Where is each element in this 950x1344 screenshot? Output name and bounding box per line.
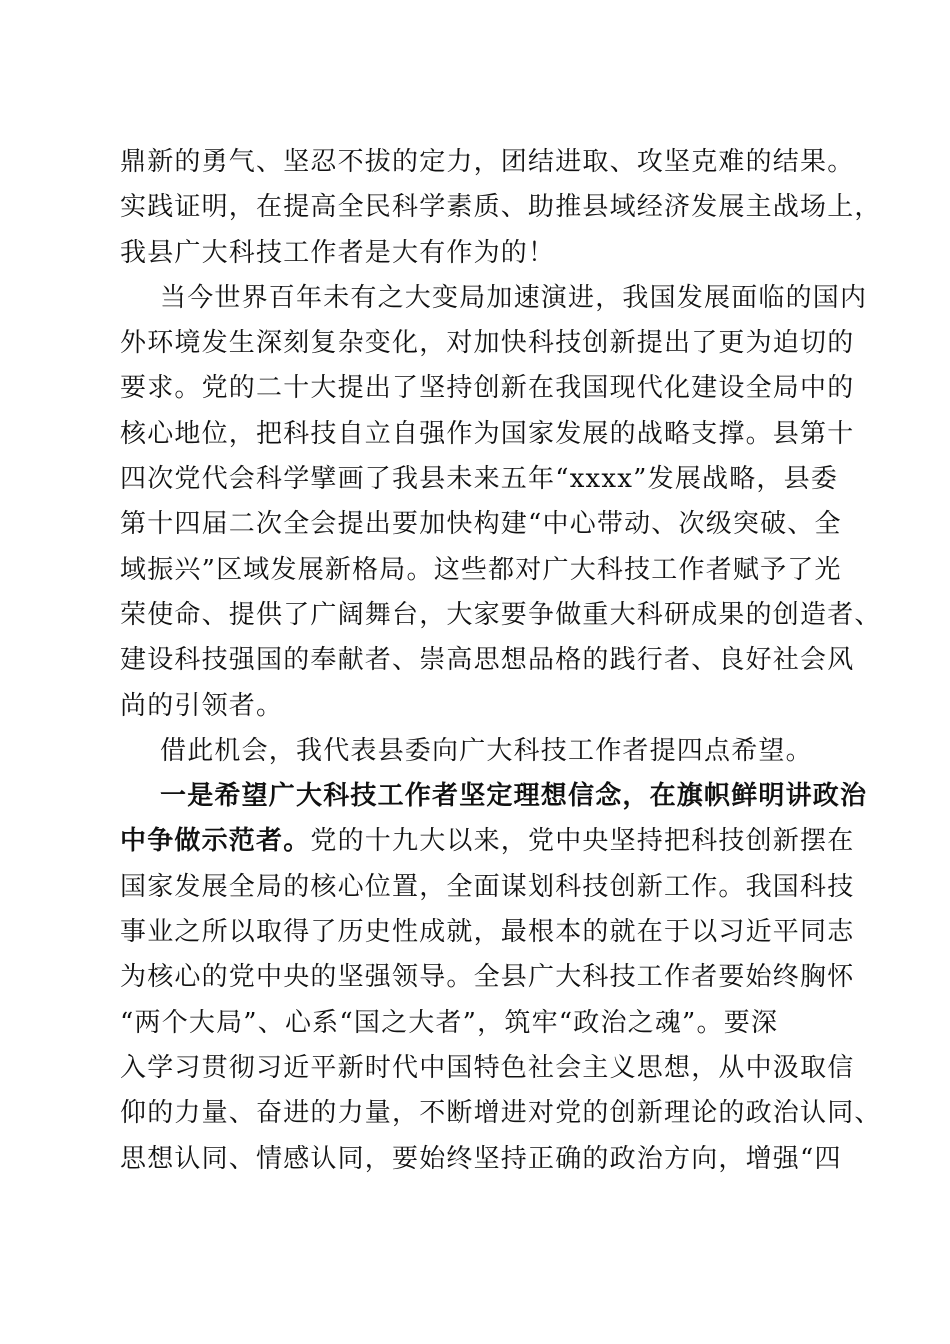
document-body: [120, 140, 882, 1182]
text-line: 入学习贯彻习近平新时代中国特色社会主义思想，从中汲取信: [120, 1052, 855, 1083]
text-line: 建设科技强国的奉献者、崇高思想品格的践行者、良好社会风: [120, 645, 855, 676]
text-line: 仰的力量、奋进的力量，不断增进对党的创新理论的政治认同、: [120, 1098, 882, 1129]
text-line: 我县广大科技工作者是大有作为的！: [120, 237, 556, 268]
text-line: 外环境发生深刻复杂变化，对加快科技创新提出了更为迫切的: [120, 328, 855, 359]
paragraph-1: [120, 140, 882, 276]
text-line: 思想认同、情感认同，要始终坚持正确的政治方向，增强“四: [120, 1143, 842, 1174]
text-line: 为核心的党中央的坚强领导。全县广大科技工作者要始终胸怀: [120, 962, 855, 993]
bold-heading-line: 一是希望广大科技工作者坚定理想信念，在旗帜鲜明讲政治: [160, 781, 868, 812]
text-line: 域振兴”区域发展新格局。这些都对广大科技工作者赋予了光: [120, 554, 842, 585]
paragraph-4: [120, 774, 882, 1182]
bold-heading-end: 中争做示范者。: [120, 826, 311, 857]
text-line-mixed: [120, 819, 855, 864]
paragraph-3: [120, 729, 840, 774]
text-line: 实践证明，在提高全民科学素质、助推县域经济发展主战场上，: [120, 192, 882, 223]
text-line: 核心地位，把科技自立自强作为国家发展的战略支撑。县第十: [120, 418, 855, 449]
text-line: “两个大局”、心系“国之大者”，筑牢“政治之魂”。要深: [120, 1007, 779, 1038]
text-line: 尚的引领者。: [120, 690, 284, 721]
text-line-rest: 党的十九大以来，党中央坚持把科技创新摆在: [310, 826, 855, 857]
text-line: 鼎新的勇气、坚忍不拔的定力，团结进取、攻坚克难的结果。: [120, 147, 855, 177]
text-line: 借此机会，我代表县委向广大科技工作者提四点希望。: [160, 735, 813, 766]
text-line: 第十四届二次全会提出要加快构建“中心带动、次级突破、全: [120, 509, 842, 540]
paragraph-2: [120, 276, 882, 729]
text-line: 荣使命、提供了广阔舞台，大家要争做重大科研成果的创造者、: [120, 599, 882, 630]
text-line: 要求。党的二十大提出了坚持创新在我国现代化建设全局中的: [120, 373, 855, 404]
text-line: 四次党代会科学擘画了我县未来五年“xxxx”发展战略，县委: [120, 464, 839, 495]
text-line: 国家发展全局的核心位置，全面谋划科技创新工作。我国科技: [120, 871, 855, 902]
text-line: 当今世界百年未有之大变局加速演进，我国发展面临的国内: [160, 282, 868, 313]
text-line: 事业之所以取得了历史性成就，最根本的就在于以习近平同志: [120, 917, 855, 948]
